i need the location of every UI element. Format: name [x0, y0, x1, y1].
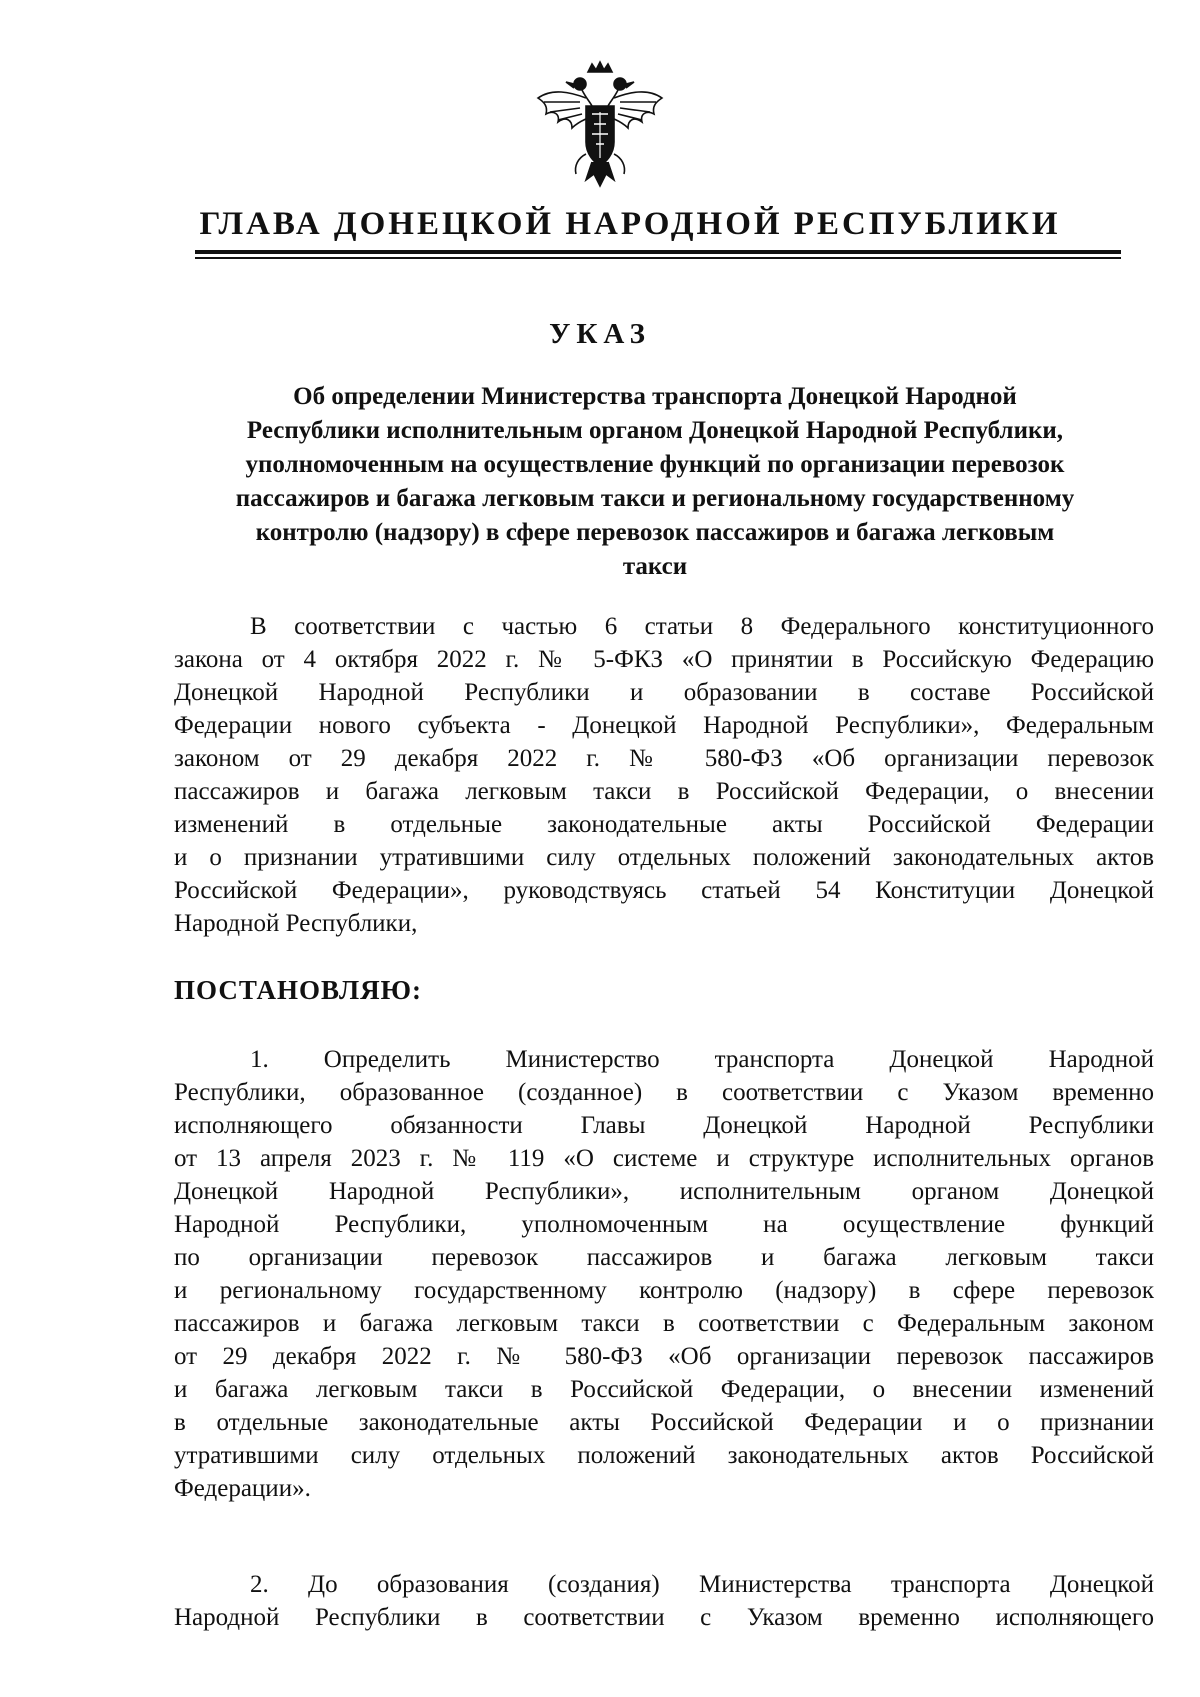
item1-line: и багажа легковым такси в Российской Федерации, о внесении изменений: [174, 1376, 1154, 1403]
item1-line: Народной Республики, уполномоченным на осуществление функций: [174, 1211, 1154, 1238]
decree-title: [180, 380, 1130, 584]
preamble-line: В соответствии с частью 6 статьи 8 Федерального конституционного: [250, 613, 1154, 640]
preamble-line: пассажиров и багажа легковым такси в Российской Федерации, о внесении: [174, 778, 1154, 805]
preamble-line: Федерации нового субъекта - Донецкой Народной Республики», Федеральным: [174, 712, 1154, 739]
item1-line: пассажиров и багажа легковым такси в соответствии с Федеральным законом: [174, 1310, 1154, 1337]
preamble-line: законом от 29 декабря 2022 г. № 580-ФЗ «Об организации перевозок: [174, 745, 1154, 772]
decree-title-line: пассажиров и багажа легковым такси и региональному государственному: [235, 485, 1075, 512]
decree-item-2: [174, 1568, 1154, 1634]
item1-line: 1. Определить Министерство транспорта Донецкой Народной: [250, 1046, 1154, 1073]
decree-word: УКАЗ: [549, 318, 651, 350]
resolve-heading: ПОСТАНОВЛЯЮ:: [174, 975, 422, 1005]
preamble-line: и о признании утратившими силу отдельных положений законодательных актов: [174, 844, 1154, 871]
item1-line: Федерации».: [174, 1475, 311, 1502]
header-divider-thin: [195, 257, 1121, 259]
decree-title-line: уполномоченным на осуществление функций по организации перевозок: [245, 451, 1065, 478]
item1-line: в отдельные законодательные акты Российской Федерации и о признании: [174, 1409, 1154, 1436]
item1-line: утратившими силу отдельных положений законодательных актов Российской: [174, 1442, 1154, 1469]
preamble-line: Российской Федерации», руководствуясь статьей 54 Конституции Донецкой: [174, 877, 1154, 904]
preamble-line: Донецкой Народной Республики и образовании в составе Российской: [174, 679, 1154, 706]
item1-line: по организации перевозок пассажиров и багажа легковым такси: [174, 1244, 1154, 1271]
item2-line: Народной Республики в соответствии с Указом временно исполняющего: [174, 1604, 1154, 1631]
item1-line: от 29 декабря 2022 г. № 580-ФЗ «Об организации перевозок пассажиров: [174, 1343, 1154, 1370]
decree-title-line: Республики исполнительным органом Донецкой Народной Республики,: [246, 417, 1064, 444]
decree-item-1: [174, 1043, 1154, 1505]
item1-line: исполняющего обязанности Главы Донецкой Народной Республики: [174, 1112, 1154, 1139]
item1-line: Республики, образованное (созданное) в соответствии с Указом временно: [174, 1079, 1154, 1106]
double-headed-eagle-emblem-icon: [530, 58, 670, 198]
decree-title-line: Об определении Министерства транспорта Донецкой Народной: [293, 383, 1017, 410]
item2-line: 2. До образования (создания) Министерства транспорта Донецкой: [250, 1571, 1154, 1598]
decree-title-line: такси: [622, 553, 688, 580]
preamble-line: закона от 4 октября 2022 г. № 5-ФКЗ «О принятии в Российскую Федерацию: [174, 646, 1154, 673]
item1-line: Донецкой Народной Республики», исполнительным органом Донецкой: [174, 1178, 1154, 1205]
decree-title-line: контролю (надзору) в сфере перевозок пассажиров и багажа легковым: [255, 519, 1055, 546]
preamble-line: изменений в отдельные законодательные акты Российской Федерации: [174, 811, 1154, 838]
item1-line: от 13 апреля 2023 г. № 119 «О системе и структуре исполнительных органов: [174, 1145, 1154, 1172]
preamble-line: Народной Республики,: [174, 910, 418, 937]
issuer-header-title: ГЛАВА ДОНЕЦКОЙ НАРОДНОЙ РЕСПУБЛИКИ: [199, 206, 1061, 242]
item1-line: и региональному государственному контролю (надзору) в сфере перевозок: [174, 1277, 1154, 1304]
header-divider-thick: [195, 250, 1121, 254]
preamble-paragraph: [174, 610, 1154, 940]
